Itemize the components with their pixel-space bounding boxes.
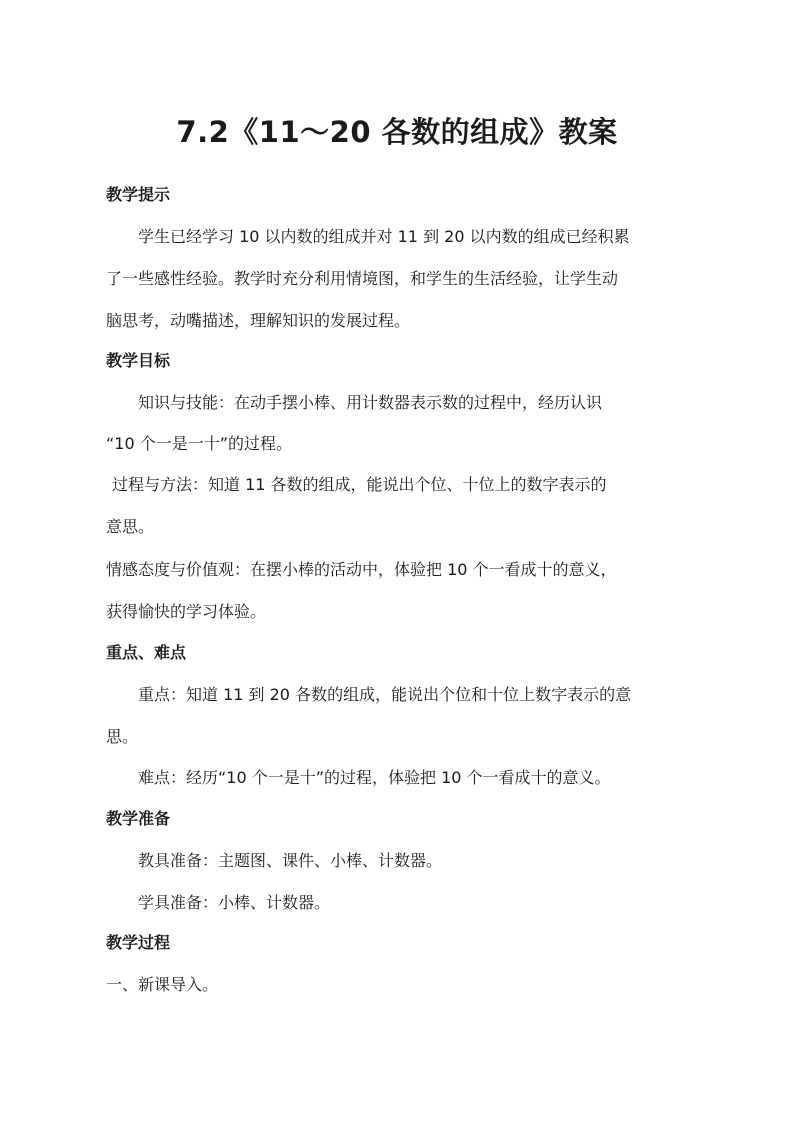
paragraph-line: 重点：知道 11 到 20 各数的组成，能说出个位和十位上数字表示的意 xyxy=(138,685,632,704)
paragraph-line: 了一些感性经验。教学时充分利用情境图，和学生的生活经验，让学生动 xyxy=(106,269,619,288)
paragraph-line: 学具准备：小棒、计数器。 xyxy=(138,893,331,912)
paragraph-line: 知识与技能：在动手摆小棒、用计数器表示数的过程中，经历认识 xyxy=(138,393,603,412)
section-heading-teaching-process: 教学过程 xyxy=(106,933,171,952)
section-heading-preparation: 教学准备 xyxy=(106,809,171,828)
paragraph-line: 思。 xyxy=(106,727,139,746)
paragraph-line: 学生已经学习 10 以内数的组成并对 11 到 20 以内数的组成已经积累 xyxy=(138,227,630,246)
paragraph-line: 获得愉快的学习体验。 xyxy=(106,602,267,621)
paragraph-line: 教具准备：主题图、课件、小棒、计数器。 xyxy=(138,851,443,870)
paragraph-line: 意思。 xyxy=(106,517,155,536)
paragraph-line: 情感态度与价值观：在摆小棒的活动中，体验把 10 个一看成十的意义， xyxy=(106,560,617,579)
paragraph-line: 一、新课导入。 xyxy=(106,975,219,994)
section-heading-key-points: 重点、难点 xyxy=(106,643,187,662)
section-heading-teaching-goals: 教学目标 xyxy=(106,351,171,370)
paragraph-line: 脑思考，动嘴描述，理解知识的发展过程。 xyxy=(106,311,411,330)
document-title: 7.2《11～20 各数的组成》教案 xyxy=(176,115,618,149)
paragraph-line: 难点：经历“10 个一是十”的过程，体验把 10 个一看成十的意义。 xyxy=(138,768,611,787)
section-heading-teaching-tips: 教学提示 xyxy=(106,185,171,204)
paragraph-line: “10 个一是一十”的过程。 xyxy=(106,434,293,453)
paragraph-line: 过程与方法：知道 11 各数的组成，能说出个位、十位上的数字表示的 xyxy=(112,475,607,494)
